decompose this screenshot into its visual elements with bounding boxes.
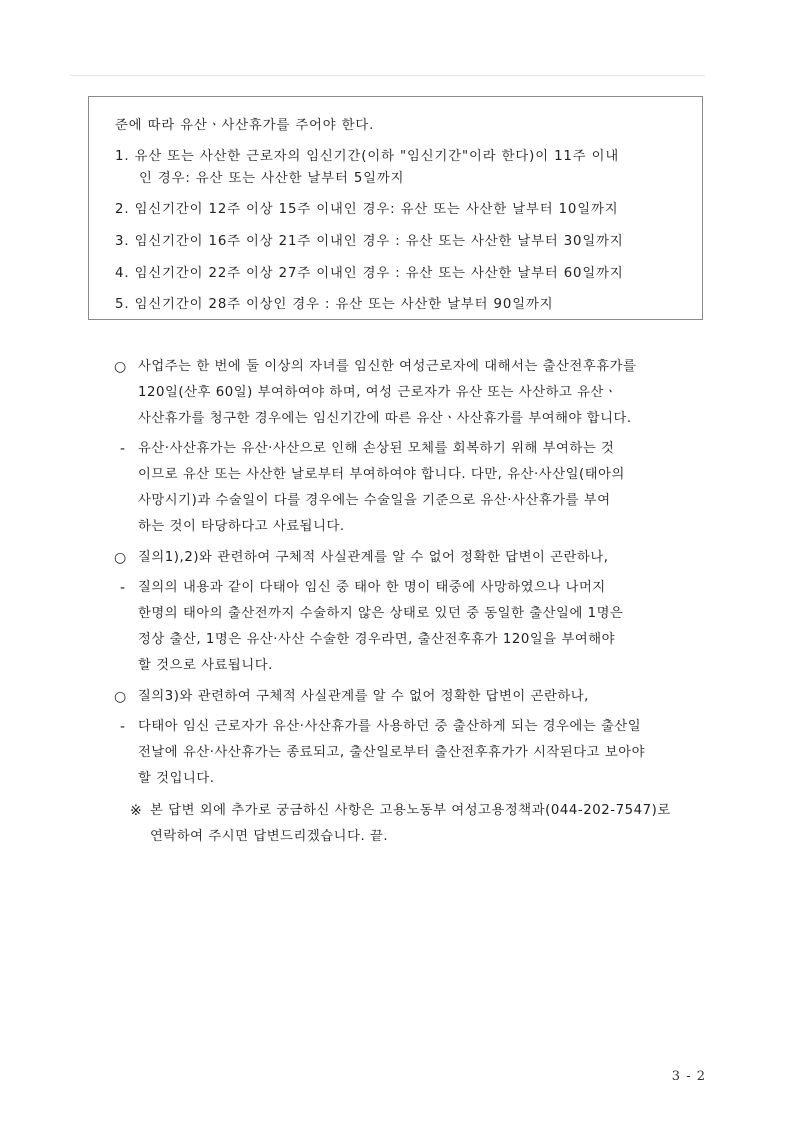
dash-1-line-3: 사망시기)과 수술일이 다를 경우에는 수술일을 기준으로 유산·사산휴가를 부여 [138,493,611,508]
box-item-5: 5. 임신기간이 28주 이상인 경우 : 유산 또는 사산한 날부터 90일까지 [115,297,554,312]
circle-bullet-icon: ○ [114,689,127,705]
para-3-line-1: 질의3)와 관련하여 구체적 사실관계를 알 수 없어 정확한 답변이 곤란하나, [138,689,589,704]
dash-3-line-2: 전날에 유산·사산휴가는 종료되고, 출산일로부터 출산전후휴가가 시작된다고 보아야 [138,745,646,760]
dash-3-line-1: 다태아 임신 근로자가 유산·사산휴가를 사용하던 중 출산하게 되는 경우에는 출산일 [138,719,642,734]
dash-bullet-icon: - [120,580,126,596]
box-intro: 준에 따라 유산ㆍ사산휴가를 주어야 한다. [115,118,375,133]
box-item-3: 3. 임신기간이 16주 이상 21주 이내인 경우 : 유산 또는 사산한 날부터 30일까지 [115,234,624,249]
page-number: 3 - 2 [671,1069,706,1084]
note-line-1: 본 답변 외에 추가로 궁금하신 사항은 고용노동부 여성고용정책과(044-202-7547)로 [150,803,671,818]
dash-3-line-3: 할 것입니다. [138,771,215,786]
dash-2-line-1: 질의의 내용과 같이 다태아 임신 중 태아 한 명이 태중에 사망하였으나 나머지 [138,580,606,595]
para-1-line-1: 사업주는 한 번에 둘 이상의 자녀를 임신한 여성근로자에 대해서는 출산전후휴가를 [138,359,637,374]
dash-1-line-4: 하는 것이 타당하다고 사료됩니다. [138,519,345,534]
para-1-line-3: 사산휴가를 청구한 경우에는 임신기간에 따른 유산ㆍ사산휴가를 부여해야 합니다. [138,411,632,426]
box-item-4: 4. 임신기간이 22주 이상 27주 이내인 경우 : 유산 또는 사산한 날부터 60일까지 [115,266,624,281]
box-item-1-cont: 인 경우: 유산 또는 사산한 날부터 5일까지 [139,171,405,186]
dash-2-line-4: 할 것으로 사료됩니다. [138,658,273,673]
circle-bullet-icon: ○ [114,550,127,566]
para-2-line-1: 질의1),2)와 관련하여 구체적 사실관계를 알 수 없어 정확한 답변이 곤란하나, [138,550,609,565]
box-item-1: 1. 유산 또는 사산한 근로자의 임신기간(이하 "임신기간"이라 한다)이 11주 이내 [115,149,620,164]
dash-2-line-2: 한명의 태아의 출산전까지 수술하지 않은 상태로 있던 중 동일한 출산일에 1명은 [138,606,624,621]
dash-1-line-2: 이므로 유산 또는 사산한 날로부터 부여하여야 합니다. 다만, 유산·사산일(태아의 [138,467,625,482]
dash-1-line-1: 유산·사산휴가는 유산·사산으로 인해 손상된 모체를 회복하기 위해 부여하는 것 [138,441,615,456]
para-1-line-2: 120일(산후 60일) 부여하여야 하며, 여성 근로자가 유산 또는 사산하고 유산ㆍ [138,385,618,400]
dash-2-line-3: 정상 출산, 1명은 유산·사산 수술한 경우라면, 출산전후휴가 120일을 부여해야 [138,632,616,647]
reference-mark-icon: ※ [130,803,142,819]
leave-schedule-box [88,96,703,320]
top-rule [70,75,705,76]
dash-bullet-icon: - [120,441,126,457]
note-line-2: 연락하여 주시면 답변드리겠습니다. 끝. [150,829,389,844]
circle-bullet-icon: ○ [114,359,127,375]
dash-bullet-icon: - [120,719,126,735]
box-item-2: 2. 임신기간이 12주 이상 15주 이내인 경우: 유산 또는 사산한 날부터 10일까지 [115,202,619,217]
